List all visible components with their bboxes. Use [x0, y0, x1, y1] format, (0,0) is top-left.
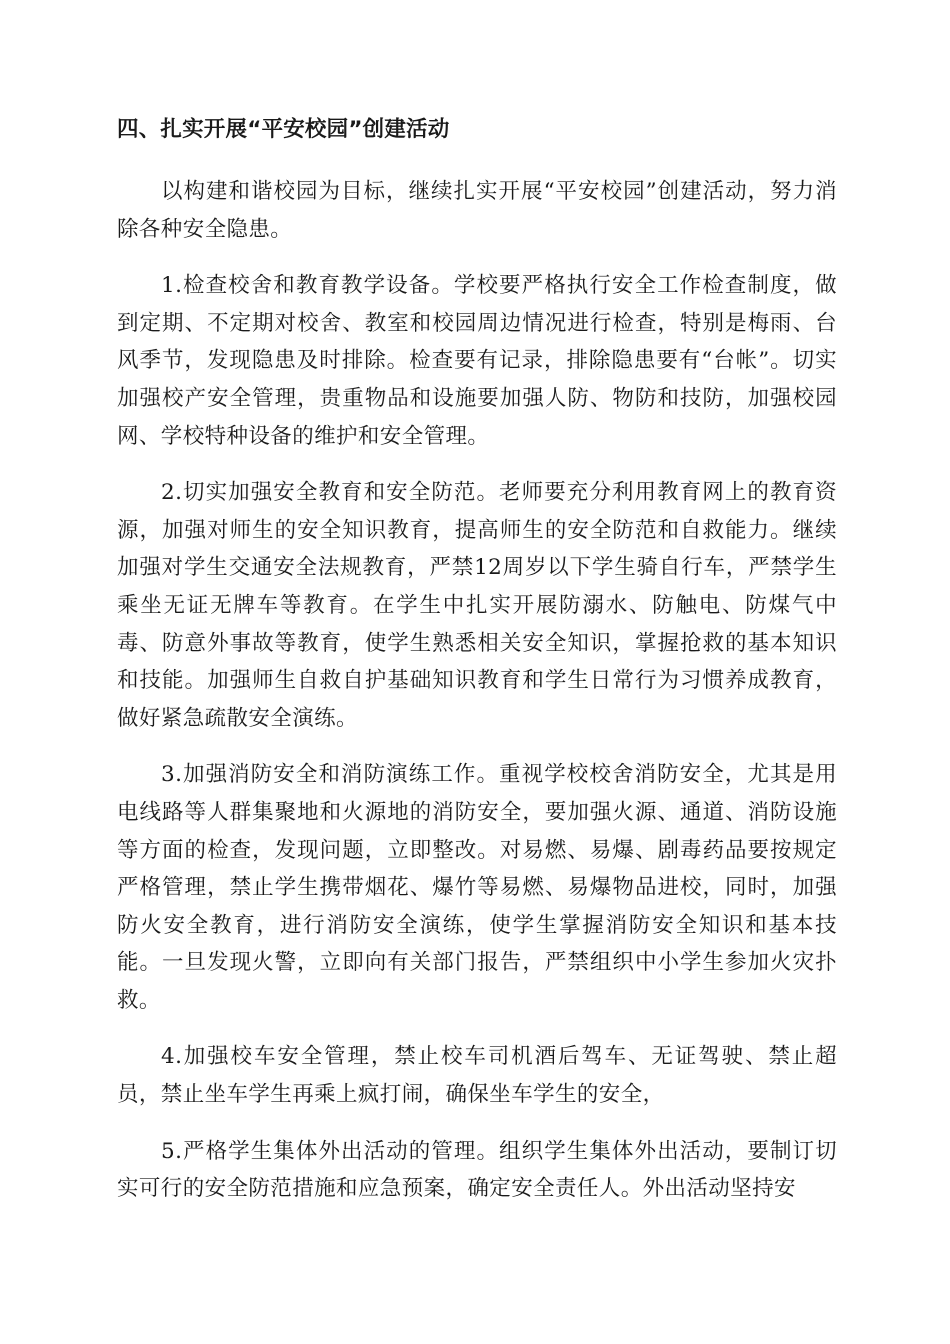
paragraph-item-1: 1.检查校舍和教育教学设备。学校要严格执行安全工作检查制度，做到定期、不定期对校舍、教室和校园周边情况进行检查，特别是梅雨、台风季节，发现隐患及时排除。检查要有记录，排除隐患要有“台帐”。切实加强校产安全管理，贵重物品和设施要加强人防、物防和技防，加强校园网、学校特种设备的维护和安全管理。	[117, 273, 837, 449]
paragraph-item-4: 4.加强校车安全管理，禁止校车司机酒后驾车、无证驾驶、禁止超员，禁止坐车学生再乘上疯打闹，确保坐车学生的安全，	[117, 1044, 837, 1108]
document-body	[117, 112, 837, 1227]
paragraph-item-2: 2.切实加强安全教育和安全防范。老师要充分利用教育网上的教育资源，加强对师生的安全知识教育，提高师生的安全防范和自救能力。继续加强对学生交通安全法规教育，严禁12周岁以下学生骑自行车，严禁学生乘坐无证无牌车等教育。在学生中扎实开展防溺水、防触电、防煤气中毒、防意外事故等教育，使学生熟悉相关安全知识，掌握抢救的基本知识和技能。加强师生自救自护基础知识教育和学生日常行为习惯养成教育，做好紧急疏散安全演练。	[117, 480, 837, 731]
paragraph-item-5: 5.严格学生集体外出活动的管理。组织学生集体外出活动，要制订切实可行的安全防范措施和应急预案，确定安全责任人。外出活动坚持安	[117, 1138, 837, 1202]
paragraph-item-3: 3.加强消防安全和消防演练工作。重视学校校舍消防安全，尤其是用电线路等人群集聚地和火源地的消防安全，要加强火源、通道、消防设施等方面的检查，发现问题，立即整改。对易燃、易爆、剧毒药品要按规定严格管理，禁止学生携带烟花、爆竹等易燃、易爆物品进校，同时，加强防火安全教育，进行消防安全演练，使学生掌握消防安全知识和基本技能。一旦发现火警，立即向有关部门报告，严禁组织中小学生参加火灾扑救。	[117, 762, 837, 1013]
intro-paragraph: 以构建和谐校园为目标，继续扎实开展“平安校园”创建活动，努力消除各种安全隐患。	[117, 179, 837, 242]
section-heading: 四、扎实开展“平安校园”创建活动	[117, 117, 450, 142]
